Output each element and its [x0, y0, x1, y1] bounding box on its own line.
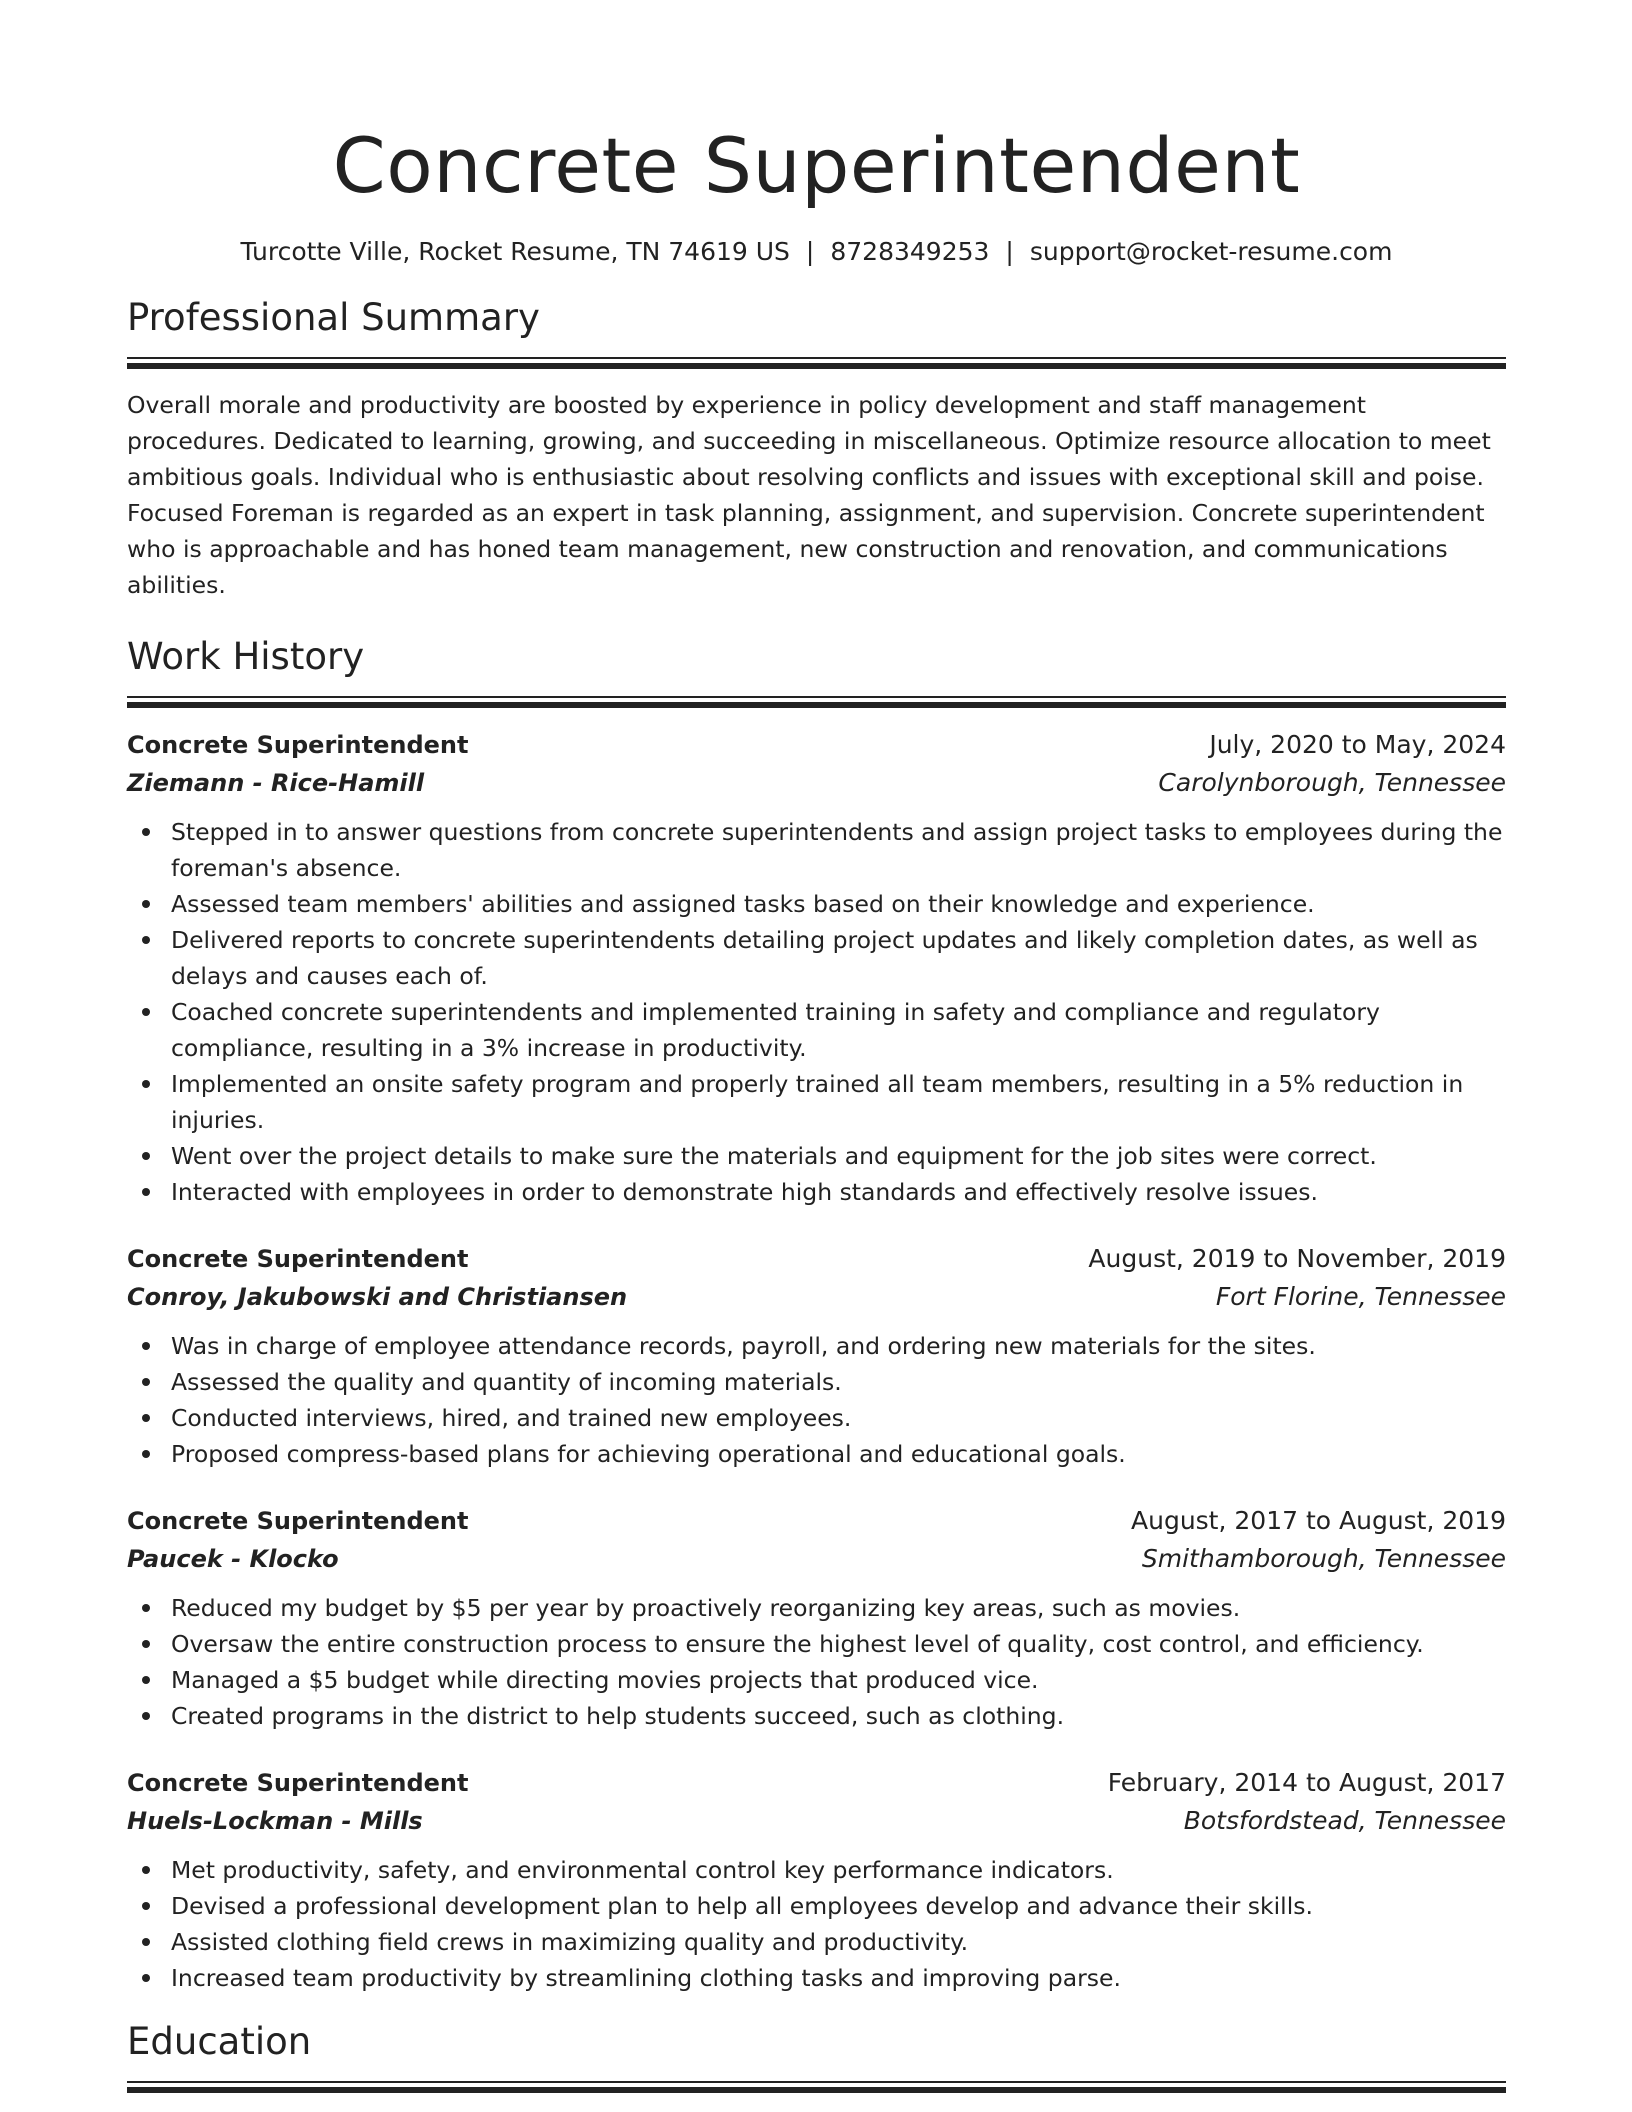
job-bullet-list [127, 814, 1506, 1210]
job-bullet-list [127, 1590, 1506, 1734]
contact-phone: 8728349253 [830, 237, 990, 266]
job-company-row [127, 764, 1506, 802]
job-title: Concrete Superintendent [127, 1769, 469, 1797]
section-divider [127, 357, 1506, 369]
job-bullet: Assessed team members' abilities and assigned tasks based on their knowledge and experience. [127, 886, 1506, 922]
job-company-row [127, 1278, 1506, 1316]
job-bullet: Devised a professional development plan to help all employees develop and advance their skills. [127, 1888, 1506, 1924]
job-entry [127, 1502, 1506, 1734]
job-bullet: Was in charge of employee attendance records, payroll, and ordering new materials for the sites. [127, 1328, 1506, 1364]
job-dates: July, 2020 to May, 2024 [1209, 730, 1506, 759]
job-bullet: Stepped in to answer questions from concrete superintendents and assign project tasks to employees during the foreman's absence. [127, 814, 1506, 886]
job-company: Conroy, Jakubowski and Christiansen [127, 1283, 628, 1311]
job-bullet: Reduced my budget by $5 per year by proactively reorganizing key areas, such as movies. [127, 1590, 1506, 1626]
job-location: Carolynborough, Tennessee [1158, 768, 1506, 797]
job-bullet: Went over the project details to make sure the materials and equipment for the job sites were correct. [127, 1138, 1506, 1174]
contact-separator: | [805, 237, 815, 266]
section-heading-summary: Professional Summary [127, 296, 540, 339]
contact-line [127, 234, 1506, 270]
job-location: Smithamborough, Tennessee [1141, 1544, 1506, 1573]
section-heading-education: Education [127, 2020, 312, 2063]
job-bullet: Assisted clothing field crews in maximizing quality and productivity. [127, 1924, 1506, 1960]
job-location: Fort Florine, Tennessee [1215, 1282, 1506, 1311]
job-header-row [127, 726, 1506, 764]
contact-address: Turcotte Ville, Rocket Resume, TN 74619 US [240, 237, 790, 266]
job-bullet: Met productivity, safety, and environmental control key performance indicators. [127, 1852, 1506, 1888]
job-title: Concrete Superintendent [127, 731, 469, 759]
job-header-row [127, 1764, 1506, 1802]
job-entry [127, 726, 1506, 1210]
job-bullet: Increased team productivity by streamlining clothing tasks and improving parse. [127, 1960, 1506, 1996]
job-company-row [127, 1540, 1506, 1578]
summary-text: Overall morale and productivity are boosted by experience in policy development and staff management procedures. Dedicated to learning, growing, and succeeding in miscellaneous. Optimize resource allocation to meet ambitious goals. Individual who is enthusiastic about resolving conflicts and issues with exceptional skill and poise. Focused Foreman is regarded as an expert in task planning, assignment, and supervision. Concrete superintendent who is approachable and has honed team management, new construction and renovation, and communications abilities. [127, 391, 1491, 599]
job-bullet-list [127, 1328, 1506, 1472]
job-company: Huels-Lockman - Mills [127, 1807, 423, 1835]
job-bullet: Implemented an onsite safety program and properly trained all team members, resulting in a 5% reduction in injuries. [127, 1066, 1506, 1138]
job-title: Concrete Superintendent [127, 1507, 469, 1535]
contact-separator: | [1005, 237, 1014, 266]
job-bullet: Proposed compress-based plans for achieving operational and educational goals. [127, 1436, 1506, 1472]
job-bullet: Oversaw the entire construction process to ensure the highest level of quality, cost control, and efficiency. [127, 1626, 1506, 1662]
job-bullet: Created programs in the district to help students succeed, such as clothing. [127, 1698, 1506, 1734]
job-bullet: Assessed the quality and quantity of incoming materials. [127, 1364, 1506, 1400]
job-dates: February, 2014 to August, 2017 [1107, 1768, 1506, 1797]
section-divider [127, 2081, 1506, 2093]
resume-name-title: Concrete Superintendent [332, 121, 1301, 210]
job-company: Paucek - Klocko [127, 1545, 339, 1573]
job-dates: August, 2017 to August, 2019 [1131, 1506, 1506, 1535]
job-bullet: Managed a $5 budget while directing movies projects that produced vice. [127, 1662, 1506, 1698]
job-company: Ziemann - Rice-Hamill [127, 769, 425, 797]
job-entry [127, 1764, 1506, 1996]
job-bullet-list [127, 1852, 1506, 1996]
job-bullet: Interacted with employees in order to demonstrate high standards and effectively resolve issues. [127, 1174, 1506, 1210]
job-header-row [127, 1502, 1506, 1540]
job-dates: August, 2019 to November, 2019 [1088, 1244, 1506, 1273]
contact-email: support@rocket-resume.com [1029, 237, 1393, 266]
job-bullet: Conducted interviews, hired, and trained new employees. [127, 1400, 1506, 1436]
job-header-row [127, 1240, 1506, 1278]
job-title: Concrete Superintendent [127, 1245, 469, 1273]
job-company-row [127, 1802, 1506, 1840]
job-bullet: Delivered reports to concrete superintendents detailing project updates and likely completion dates, as well as delays and causes each of. [127, 922, 1506, 994]
job-location: Botsfordstead, Tennessee [1183, 1806, 1506, 1835]
job-entry [127, 1240, 1506, 1472]
section-divider [127, 696, 1506, 708]
section-heading-work-history: Work History [127, 635, 365, 678]
job-bullet: Coached concrete superintendents and implemented training in safety and compliance and regulatory compliance, resulting in a 3% increase in productivity. [127, 994, 1506, 1066]
